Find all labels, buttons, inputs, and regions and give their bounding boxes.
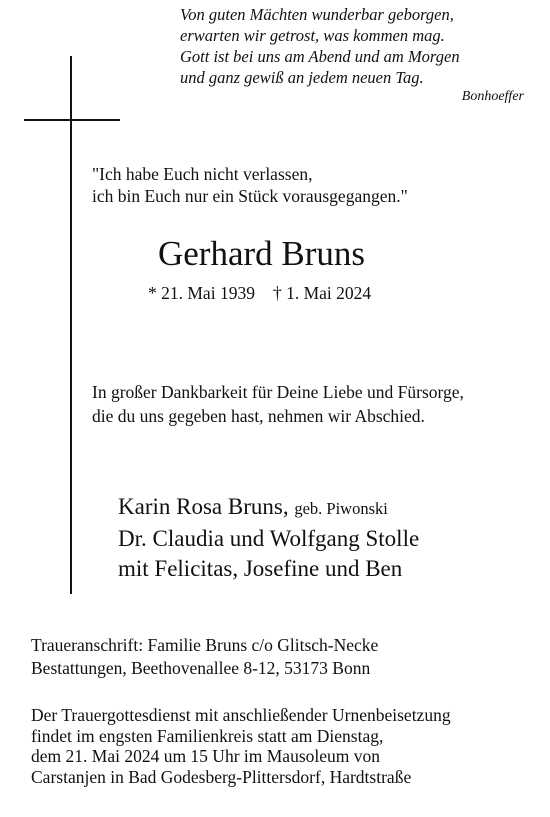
- thanks-line: die du uns gegeben hast, nehmen wir Abschied.: [92, 406, 425, 426]
- cross-horizontal-bar: [24, 119, 120, 121]
- bonhoeffer-poem: [180, 4, 540, 106]
- poem-line: Gott ist bei uns am Abend und am Morgen: [180, 47, 460, 66]
- family-line-1: [118, 492, 419, 524]
- service-line: dem 21. Mai 2024 um 15 Uhr im Mausoleum von: [31, 746, 381, 766]
- widow-name: Karin Rosa Bruns,: [118, 494, 289, 519]
- poem-line: und ganz gewiß an jedem neuen Tag.: [180, 68, 424, 87]
- service-line: findet im engsten Familienkreis statt am Dienstag,: [31, 725, 384, 746]
- mourning-address: [31, 634, 378, 679]
- deceased-name: Gerhard Bruns: [158, 234, 366, 273]
- death-date: † 1. Mai 2024: [272, 283, 372, 303]
- service-line: Carstanjen in Bad Godesberg-Plittersdorf, Hardtstraße: [31, 766, 412, 787]
- funeral-service-info: [31, 705, 451, 787]
- family-line-3: mit Felicitas, Josefine und Ben: [118, 556, 403, 581]
- thanks-text: [92, 380, 464, 428]
- service-line: Der Trauergottesdienst mit anschließender Urnenbeisetzung: [31, 705, 451, 725]
- quote-line: "Ich habe Euch nicht verlassen,: [92, 164, 313, 184]
- cross-vertical-bar: [70, 56, 72, 594]
- thanks-line: In großer Dankbarkeit für Deine Liebe und Fürsorge,: [92, 382, 464, 402]
- birth-date: * 21. Mai 1939: [148, 283, 255, 303]
- family-line-2: Dr. Claudia und Wolfgang Stolle: [118, 526, 420, 551]
- poem-line: Von guten Mächten wunderbar geborgen,: [180, 5, 454, 24]
- family-signatures: [118, 492, 419, 584]
- address-line: Bestattungen, Beethovenallee 8-12, 53173 Bonn: [31, 657, 371, 678]
- poem-line: erwarten wir getrost, was kommen mag.: [180, 26, 445, 45]
- address-line: Traueranschrift: Familie Bruns c/o Glitsch-Necke: [31, 635, 379, 655]
- maiden-name: geb. Piwonski: [294, 499, 388, 518]
- poem-author: Bonhoeffer: [461, 89, 524, 104]
- farewell-quote: [92, 163, 408, 207]
- quote-line: ich bin Euch nur ein Stück vorausgegangen.": [92, 186, 408, 206]
- life-dates: [148, 282, 371, 304]
